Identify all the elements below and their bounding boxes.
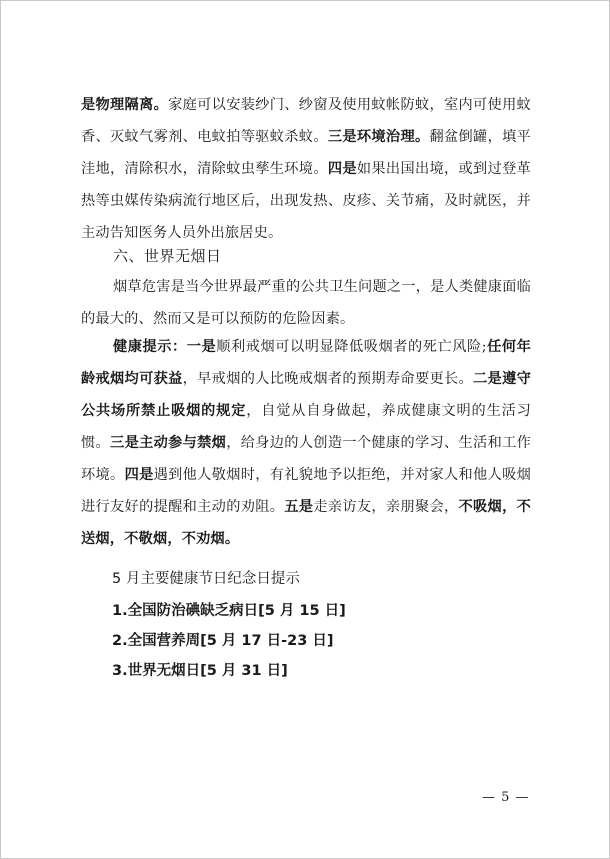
text-run: 顺利戒烟可以明显降低吸烟者的死亡风险; (216, 339, 487, 355)
text-run: ，给身边的人创造一个健康的学习、生活和工作环境。 (81, 435, 532, 483)
bold-phrase: 四是 (327, 161, 357, 177)
health-day-item: 2.全国营养周[5 月 17 日-23 日] (112, 633, 334, 649)
text-run: 走亲访友，亲朋聚会， (313, 499, 459, 515)
text-run: 遇到他人敬烟时，有礼貌地予以拒绝，并对家人和他人吸烟进行友好的提醒和主动的劝阻。 (81, 467, 531, 515)
health-day-item: 3.世界无烟日[5 月 31 日] (112, 663, 288, 679)
page-number: — 5 — (482, 790, 530, 805)
health-day-item: 1.全国防治碘缺乏病日[5 月 15 日] (112, 603, 346, 619)
text-run: 家庭可以安装纱门、纱窗及使用蚊帐防蚊，室内可使用蚊香、灭蚊气雾剂、电蚊拍等驱蚊杀蚊。 (81, 97, 531, 145)
text-run: ，早戒烟的人比晚戒烟者的预期寿命要更长。 (182, 371, 474, 387)
bold-phrase: 是物理隔离。 (81, 97, 169, 113)
bold-phrase: 健康提示： (113, 339, 187, 355)
tobacco-harm-paragraph: 烟草危害是当今世界最严重的公共卫生问题之一，是人类健康面临的最大的、然而又是可以预防的危险因素。 (81, 279, 531, 327)
bold-phrase: 五是 (284, 499, 314, 515)
bold-phrase: 一是 (186, 339, 217, 355)
text-run: 如果出国出境，或到过登革热等虫媒传染病流行地区后，出现发热、皮疹、关节痛，及时就医，并主动告知医务人员外出旅居史。 (81, 161, 531, 241)
health-tips-paragraph (81, 331, 531, 555)
bold-phrase: 任何年龄戒烟均可获益 (81, 339, 531, 387)
mosquito-prevention-paragraph (81, 89, 531, 249)
bold-phrase: 四是 (124, 467, 154, 483)
bold-phrase: 二是遵守公共场所禁止吸烟的规定 (81, 371, 531, 419)
bold-phrase: 三是环境治理。 (327, 129, 430, 145)
text-run: ，自觉从自身做起，养成健康文明的生活习惯。 (81, 403, 531, 451)
bold-phrase: 不吸烟，不送烟，不敬烟，不劝烟。 (81, 499, 531, 547)
section-heading-world-no-tobacco-day: 六、世界无烟日 (113, 247, 222, 265)
health-days-title: 5 月主要健康节日纪念日提示 (112, 571, 300, 587)
bold-phrase: 三是主动参与禁烟 (110, 435, 227, 451)
text-run: 翻盆倒罐，填平洼地，清除积水，清除蚊虫孳生环境。 (81, 129, 531, 177)
